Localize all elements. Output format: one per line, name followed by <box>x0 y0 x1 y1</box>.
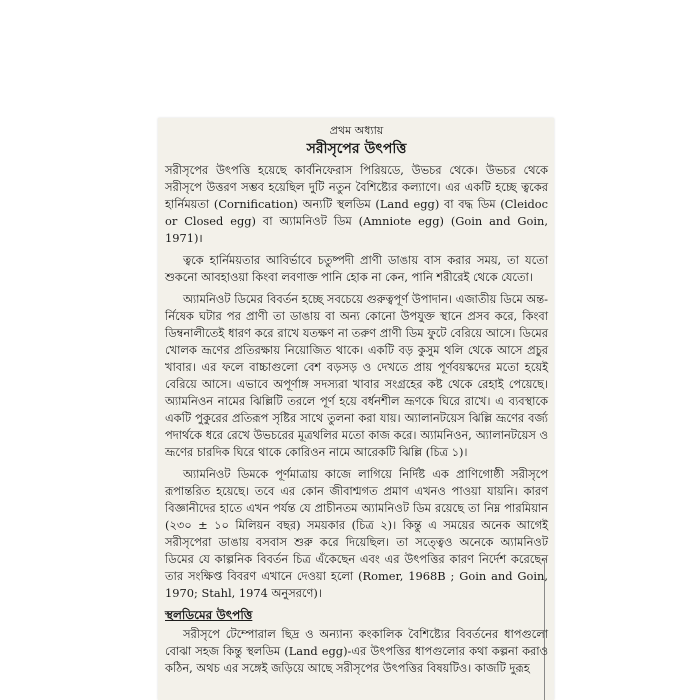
chapter-title: সরীসৃপের উৎপত্তি <box>306 141 407 157</box>
chapter-label: প্রথম অধ্যায় <box>329 124 384 137</box>
paragraph-5: সরীসৃপে টেম্পোরাল ছিদ্র ও অন্যান্য কংকালিক বৈশিষ্ট্যের বিবর্তনের ধাপগুলো বোঝা সহজ কিন্তু স্থলডিম (Land egg)-এর উৎপত্তির ধাপগুলোর কথা কল্পনা করাও কঠিন, অথচ এর সঙ্গেই জড়িয়ে আছে সরীসৃপের উৎপত্তির বিষয়টিও। কাজটি দুরূহ <box>165 627 548 675</box>
section-heading: স্থলডিমের উৎপত্তি <box>165 608 253 622</box>
page-content <box>165 124 548 682</box>
paragraph-3: অ্যামনিওট ডিমের বিবর্তন হচ্ছে সবচেয়ে গুরুত্বপূর্ণ উপাদান। এজাতীয় ডিমে অন্ত-র্নিষেক ঘটার পর প্রাণী তা ডাঙায় বা অন্য কোনো উপযুক্ত স্থানে প্রসব করে, কিংবা ডিম্বনালীতেই ধারণ করে রাখে যতক্ষণ না তরুণ প্রাণী ডিম ফুটে বেরিয়ে আসে। ডিমের খোলক ভ্রূণের প্রতিরক্ষায় নিয়োজিত থাকে। একটি বড় কুসুম থলি থেকে আসে প্রচুর খাবার। এর ফলে বাচ্চাগুলো বেশ বড়সড় ও দেখতে প্রায় পূর্ণবয়স্কদের মতো হয়েই বেরিয়ে আসে। এভাবে অপূর্ণাঙ্গ সদস্যরা খাবার সংগ্রহের কষ্ট থেকে রেহাই পেয়েছে। অ্যামনিওন নামের ঝিল্লিটি তরলে পূর্ণ হয়ে বর্ধনশীল ভ্রূণকে ঘিরে রাখে। এ ব্যবস্থাকে একটি পুকুরের প্রতিরূপ সৃষ্টির সাথে তুলনা করা যায়। অ্যালানটয়েস ঝিল্লি ভ্রূণের বর্জ্য পদার্থকে ধরে রেখে উভচরের মূত্রথলির মতো কাজ করে। অ্যামনিওন, অ্যালানটয়েস ও ভ্রূণের চারদিক ঘিরে থাকে কোরিওন নামে আরেকটি ঝিল্লি (চিত্র ১)। <box>165 292 548 459</box>
paragraph-4: অ্যামনিওট ডিমকে পূর্ণমাত্রায় কাজে লাগিয়ে নির্দিষ্ট এক প্রাণিগোষ্ঠী সরীসৃপে রূপান্তরিত হয়েছে। তবে এর কোন জীবাশ্মগত প্রমাণ এখনও পাওয়া যায়নি। কারণ বিজ্ঞানীদের হাতে এখন পর্যন্ত যে প্রাচীনতম অ্যামনিওট ডিম রয়েছে তা নিম্ন পারমিয়ান (২৩০ ± ১০ মিলিয়ন বছর) সময়কার (চিত্র ২)। কিন্তু এ সময়ের অনেক আগেই সরীসৃপেরা ডাঙায় বসবাস শুরু করে দিয়েছিল। তা সত্ত্বেও অনেকে অ্যামনিওট ডিমের যে কাল্পনিক বিবর্তন চিত্র এঁকেছেন এবং এর উৎপত্তির কারণ নির্দেশ করেছেন তার সংক্ষিপ্ত বিবরণ এখানে দেওয়া হলো (Romer, 1968B ; Goin and Goin, 1970; Stahl, 1974 অনুসরণে)। <box>165 467 548 600</box>
paragraph-1: সরীসৃপের উৎপত্তি হয়েছে কার্বনিফেরাস পিরিয়ডে, উভচর থেকে। উভচর থেকে সরীসৃপে উত্তরণ সম্ভব হয়েছিল দুটি নতুন বৈশিষ্ট্যের কল্যাণে। এর একটি হচ্ছে ত্বকের হার্নিময়তা (Cornification) অন্যটি স্থলডিম (Land egg) বা বদ্ধ ডিম (Cleidoc or Closed egg) বা অ্যামনিওট ডিম (Amniote egg) (Goin and Goin, 1971)। <box>165 163 548 245</box>
paragraph-2: ত্বকে হার্নিময়তার আবির্ভাবে চতুষ্পদী প্রাণী ডাঙায় বাস করার সময়, তা যতো শুকনো আবহাওয়া কিংবা লবণাক্ত পানি হোক না কেন, পানি শরীরেই থেকে যেতো। <box>165 253 548 284</box>
